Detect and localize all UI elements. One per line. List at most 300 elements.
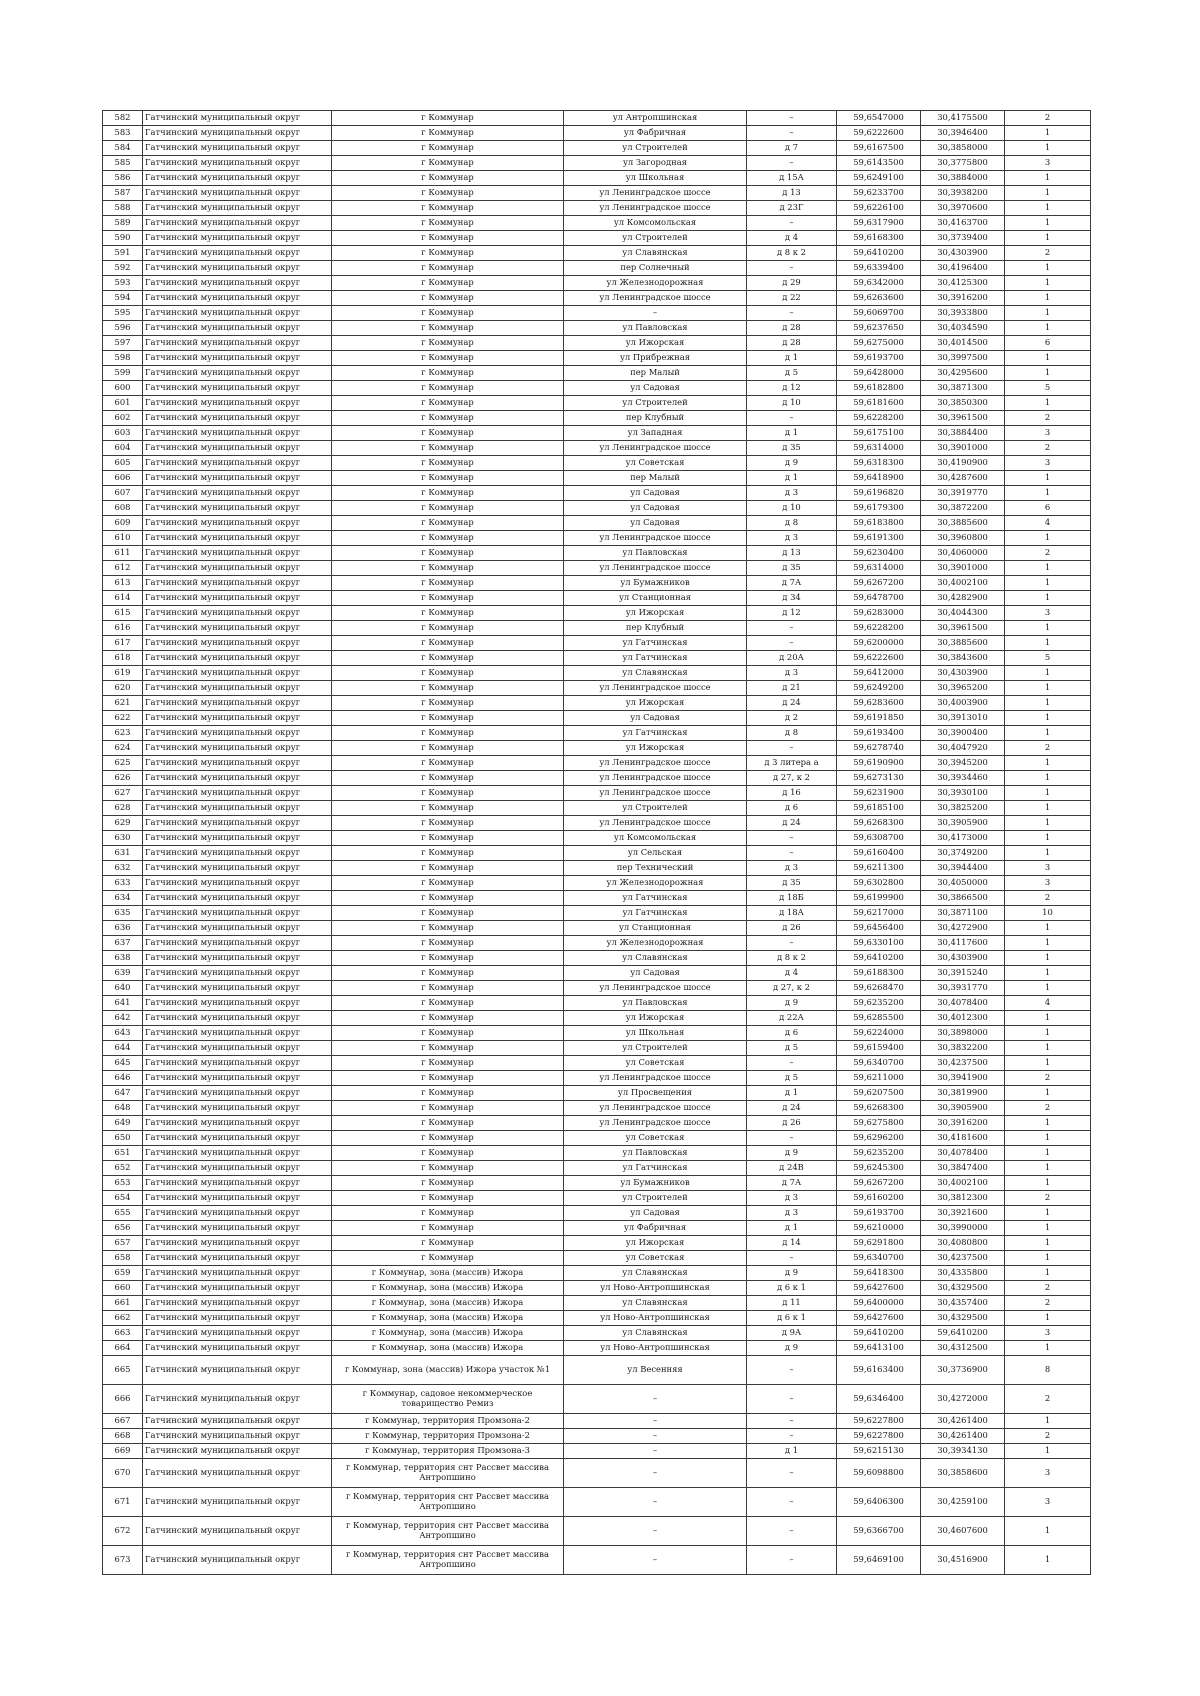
count-cell: 1 — [1005, 1161, 1091, 1176]
latitude-cell: 59,6200000 — [837, 636, 921, 651]
longitude-cell: 30,3819900 — [921, 1086, 1005, 1101]
street-cell: ул Гатчинская — [564, 1161, 747, 1176]
latitude-cell: 59,6182800 — [837, 381, 921, 396]
count-cell: 1 — [1005, 486, 1091, 501]
settlement-cell: г Коммунар — [332, 1146, 564, 1161]
district-cell: Гатчинский муниципальный округ — [143, 216, 332, 231]
count-cell: 1 — [1005, 171, 1091, 186]
house-cell: д 27, к 2 — [747, 981, 837, 996]
district-cell: Гатчинский муниципальный округ — [143, 606, 332, 621]
longitude-cell: 30,3913010 — [921, 711, 1005, 726]
table-row — [103, 1266, 1091, 1281]
district-cell: Гатчинский муниципальный округ — [143, 141, 332, 156]
district-cell: Гатчинский муниципальный округ — [143, 561, 332, 576]
row-number: 603 — [103, 426, 143, 441]
table-row — [103, 501, 1091, 516]
count-cell: 1 — [1005, 1026, 1091, 1041]
row-number: 668 — [103, 1429, 143, 1444]
street-cell: ул Железнодорожная — [564, 876, 747, 891]
settlement-cell: г Коммунар — [332, 231, 564, 246]
house-cell: д 24 — [747, 816, 837, 831]
row-number: 667 — [103, 1414, 143, 1429]
settlement-cell: г Коммунар — [332, 396, 564, 411]
street-cell: ул Строителей — [564, 1041, 747, 1056]
district-cell: Гатчинский муниципальный округ — [143, 201, 332, 216]
count-cell: 1 — [1005, 291, 1091, 306]
row-number: 592 — [103, 261, 143, 276]
count-cell: 2 — [1005, 1296, 1091, 1311]
count-cell: 6 — [1005, 336, 1091, 351]
street-cell: ул Садовая — [564, 966, 747, 981]
longitude-cell: 30,3934130 — [921, 1444, 1005, 1459]
settlement-cell: г Коммунар — [332, 276, 564, 291]
latitude-cell: 59,6427600 — [837, 1281, 921, 1296]
settlement-cell: г Коммунар, зона (массив) Ижора — [332, 1341, 564, 1356]
latitude-cell: 59,6400000 — [837, 1296, 921, 1311]
house-cell: – — [747, 1356, 837, 1385]
district-cell: Гатчинский муниципальный округ — [143, 981, 332, 996]
street-cell: – — [564, 306, 747, 321]
count-cell: 5 — [1005, 381, 1091, 396]
settlement-cell: г Коммунар, зона (массив) Ижора — [332, 1281, 564, 1296]
row-number: 611 — [103, 546, 143, 561]
house-cell: д 22 — [747, 291, 837, 306]
longitude-cell: 30,3885600 — [921, 636, 1005, 651]
house-cell: д 8 к 2 — [747, 246, 837, 261]
longitude-cell: 30,4282900 — [921, 591, 1005, 606]
longitude-cell: 30,3901000 — [921, 441, 1005, 456]
longitude-cell: 30,4047920 — [921, 741, 1005, 756]
street-cell: ул Ижорская — [564, 1236, 747, 1251]
longitude-cell: 30,3944400 — [921, 861, 1005, 876]
settlement-cell: г Коммунар — [332, 426, 564, 441]
latitude-cell: 59,6211000 — [837, 1071, 921, 1086]
street-cell: – — [564, 1459, 747, 1488]
house-cell: д 8 — [747, 726, 837, 741]
longitude-cell: 30,4181600 — [921, 1131, 1005, 1146]
house-cell: д 23Г — [747, 201, 837, 216]
street-cell: – — [564, 1488, 747, 1517]
house-cell: д 5 — [747, 1071, 837, 1086]
latitude-cell: 59,6193700 — [837, 351, 921, 366]
count-cell: 1 — [1005, 771, 1091, 786]
longitude-cell: 30,4044300 — [921, 606, 1005, 621]
count-cell: 3 — [1005, 1326, 1091, 1341]
house-cell: д 1 — [747, 351, 837, 366]
latitude-cell: 59,6235200 — [837, 1146, 921, 1161]
house-cell: д 2 — [747, 711, 837, 726]
house-cell: – — [747, 1488, 837, 1517]
count-cell: 1 — [1005, 696, 1091, 711]
longitude-cell: 30,3739400 — [921, 231, 1005, 246]
row-number: 659 — [103, 1266, 143, 1281]
street-cell: ул Садовая — [564, 381, 747, 396]
count-cell: 1 — [1005, 531, 1091, 546]
district-cell: Гатчинский муниципальный округ — [143, 846, 332, 861]
row-number: 653 — [103, 1176, 143, 1191]
longitude-cell: 30,3736900 — [921, 1356, 1005, 1385]
latitude-cell: 59,6314000 — [837, 441, 921, 456]
table-row — [103, 1326, 1091, 1341]
street-cell: пер Клубный — [564, 411, 747, 426]
row-number: 591 — [103, 246, 143, 261]
latitude-cell: 59,6191300 — [837, 531, 921, 546]
row-number: 583 — [103, 126, 143, 141]
street-cell: ул Строителей — [564, 141, 747, 156]
settlement-cell: г Коммунар — [332, 1041, 564, 1056]
settlement-cell: г Коммунар — [332, 951, 564, 966]
table-row — [103, 291, 1091, 306]
latitude-cell: 59,6340700 — [837, 1251, 921, 1266]
settlement-cell: г Коммунар, садовое некоммерческое товарищество Ремиз — [332, 1385, 564, 1414]
table-row — [103, 426, 1091, 441]
longitude-cell: 30,3945200 — [921, 756, 1005, 771]
district-cell: Гатчинский муниципальный округ — [143, 1056, 332, 1071]
count-cell: 1 — [1005, 786, 1091, 801]
longitude-cell: 30,3930100 — [921, 786, 1005, 801]
settlement-cell: г Коммунар — [332, 366, 564, 381]
district-cell: Гатчинский муниципальный округ — [143, 951, 332, 966]
table-row — [103, 546, 1091, 561]
house-cell: д 11 — [747, 1296, 837, 1311]
settlement-cell: г Коммунар — [332, 186, 564, 201]
street-cell: ул Ленинградское шоссе — [564, 756, 747, 771]
settlement-cell: г Коммунар, территория Промзона-3 — [332, 1444, 564, 1459]
table-row — [103, 246, 1091, 261]
table-row — [103, 1146, 1091, 1161]
settlement-cell: г Коммунар — [332, 786, 564, 801]
row-number: 625 — [103, 756, 143, 771]
latitude-cell: 59,6267200 — [837, 1176, 921, 1191]
table-row — [103, 111, 1091, 126]
row-number: 633 — [103, 876, 143, 891]
settlement-cell: г Коммунар — [332, 201, 564, 216]
latitude-cell: 59,6231900 — [837, 786, 921, 801]
district-cell: Гатчинский муниципальный округ — [143, 1414, 332, 1429]
house-cell: – — [747, 156, 837, 171]
district-cell: Гатчинский муниципальный округ — [143, 771, 332, 786]
longitude-cell: 30,3884000 — [921, 171, 1005, 186]
row-number: 588 — [103, 201, 143, 216]
longitude-cell: 30,3946400 — [921, 126, 1005, 141]
table-row — [103, 141, 1091, 156]
house-cell: д 18А — [747, 906, 837, 921]
latitude-cell: 59,6410200 — [837, 951, 921, 966]
latitude-cell: 59,6427600 — [837, 1311, 921, 1326]
street-cell: ул Славянская — [564, 951, 747, 966]
longitude-cell: 30,4117600 — [921, 936, 1005, 951]
settlement-cell: г Коммунар, зона (массив) Ижора — [332, 1266, 564, 1281]
row-number: 621 — [103, 696, 143, 711]
longitude-cell: 30,3919770 — [921, 486, 1005, 501]
settlement-cell: г Коммунар, зона (массив) Ижора — [332, 1326, 564, 1341]
count-cell: 2 — [1005, 1281, 1091, 1296]
latitude-cell: 59,6275800 — [837, 1116, 921, 1131]
table-row — [103, 726, 1091, 741]
longitude-cell: 30,4295600 — [921, 366, 1005, 381]
latitude-cell: 59,6406300 — [837, 1488, 921, 1517]
latitude-cell: 59,6179300 — [837, 501, 921, 516]
district-cell: Гатчинский муниципальный округ — [143, 1444, 332, 1459]
district-cell: Гатчинский муниципальный округ — [143, 786, 332, 801]
longitude-cell: 30,3884400 — [921, 426, 1005, 441]
longitude-cell: 30,3916200 — [921, 1116, 1005, 1131]
settlement-cell: г Коммунар, зона (массив) Ижора участок №1 — [332, 1356, 564, 1385]
district-cell: Гатчинский муниципальный округ — [143, 1429, 332, 1444]
count-cell: 1 — [1005, 1414, 1091, 1429]
longitude-cell: 30,4190900 — [921, 456, 1005, 471]
latitude-cell: 59,6233700 — [837, 186, 921, 201]
street-cell: ул Ленинградское шоссе — [564, 981, 747, 996]
table-row — [103, 441, 1091, 456]
latitude-cell: 59,6456400 — [837, 921, 921, 936]
latitude-cell: 59,6314000 — [837, 561, 921, 576]
table-row — [103, 876, 1091, 891]
street-cell: ул Советская — [564, 1251, 747, 1266]
longitude-cell: 30,3961500 — [921, 411, 1005, 426]
district-cell: Гатчинский муниципальный округ — [143, 411, 332, 426]
table-row — [103, 321, 1091, 336]
count-cell: 1 — [1005, 636, 1091, 651]
street-cell: ул Ижорская — [564, 741, 747, 756]
house-cell: д 35 — [747, 441, 837, 456]
house-cell: д 4 — [747, 966, 837, 981]
street-cell: ул Бумажников — [564, 576, 747, 591]
latitude-cell: 59,6339400 — [837, 261, 921, 276]
latitude-cell: 59,6547000 — [837, 111, 921, 126]
house-cell: – — [747, 306, 837, 321]
settlement-cell: г Коммунар — [332, 336, 564, 351]
house-cell: д 9 — [747, 1341, 837, 1356]
longitude-cell: 30,3898000 — [921, 1026, 1005, 1041]
row-number: 652 — [103, 1161, 143, 1176]
row-number: 658 — [103, 1251, 143, 1266]
count-cell: 8 — [1005, 1356, 1091, 1385]
longitude-cell: 30,3901000 — [921, 561, 1005, 576]
settlement-cell: г Коммунар — [332, 816, 564, 831]
house-cell: – — [747, 216, 837, 231]
latitude-cell: 59,6296200 — [837, 1131, 921, 1146]
longitude-cell: 30,4303900 — [921, 951, 1005, 966]
longitude-cell: 30,3931770 — [921, 981, 1005, 996]
district-cell: Гатчинский муниципальный округ — [143, 366, 332, 381]
latitude-cell: 59,6330100 — [837, 936, 921, 951]
house-cell: д 10 — [747, 396, 837, 411]
count-cell: 3 — [1005, 876, 1091, 891]
table-row — [103, 411, 1091, 426]
settlement-cell: г Коммунар — [332, 981, 564, 996]
latitude-cell: 59,6268300 — [837, 1101, 921, 1116]
count-cell: 1 — [1005, 276, 1091, 291]
street-cell: ул Просвещения — [564, 1086, 747, 1101]
count-cell: 1 — [1005, 351, 1091, 366]
street-cell: ул Строителей — [564, 396, 747, 411]
street-cell: пер Технический — [564, 861, 747, 876]
count-cell: 1 — [1005, 1444, 1091, 1459]
table-row — [103, 846, 1091, 861]
row-number: 596 — [103, 321, 143, 336]
street-cell: ул Станционная — [564, 591, 747, 606]
table-row — [103, 186, 1091, 201]
district-cell: Гатчинский муниципальный округ — [143, 1191, 332, 1206]
house-cell: д 1 — [747, 1221, 837, 1236]
district-cell: Гатчинский муниципальный округ — [143, 546, 332, 561]
district-cell: Гатчинский муниципальный округ — [143, 1026, 332, 1041]
street-cell: – — [564, 1414, 747, 1429]
house-cell: – — [747, 111, 837, 126]
house-cell: д 13 — [747, 186, 837, 201]
house-cell: д 6 — [747, 801, 837, 816]
settlement-cell: г Коммунар — [332, 636, 564, 651]
district-cell: Гатчинский муниципальный округ — [143, 441, 332, 456]
longitude-cell: 30,3825200 — [921, 801, 1005, 816]
latitude-cell: 59,6222600 — [837, 126, 921, 141]
street-cell: ул Павловская — [564, 996, 747, 1011]
row-number: 598 — [103, 351, 143, 366]
district-cell: Гатчинский муниципальный округ — [143, 621, 332, 636]
district-cell: Гатчинский муниципальный округ — [143, 1459, 332, 1488]
longitude-cell: 30,3832200 — [921, 1041, 1005, 1056]
count-cell: 1 — [1005, 711, 1091, 726]
table-row — [103, 591, 1091, 606]
table-row — [103, 1176, 1091, 1191]
house-cell: – — [747, 261, 837, 276]
longitude-cell: 30,4196400 — [921, 261, 1005, 276]
district-cell: Гатчинский муниципальный округ — [143, 1281, 332, 1296]
district-cell: Гатчинский муниципальный округ — [143, 1311, 332, 1326]
count-cell: 1 — [1005, 846, 1091, 861]
table-row — [103, 1546, 1091, 1575]
district-cell: Гатчинский муниципальный округ — [143, 831, 332, 846]
street-cell: ул Ново-Антропшинская — [564, 1281, 747, 1296]
longitude-cell: 30,3775800 — [921, 156, 1005, 171]
settlement-cell: г Коммунар, зона (массив) Ижора — [332, 1311, 564, 1326]
longitude-cell: 30,4261400 — [921, 1414, 1005, 1429]
settlement-cell: г Коммунар — [332, 771, 564, 786]
count-cell: 2 — [1005, 741, 1091, 756]
row-number: 665 — [103, 1356, 143, 1385]
row-number: 669 — [103, 1444, 143, 1459]
street-cell: ул Ижорская — [564, 606, 747, 621]
settlement-cell: г Коммунар — [332, 591, 564, 606]
row-number: 647 — [103, 1086, 143, 1101]
street-cell: ул Ленинградское шоссе — [564, 201, 747, 216]
latitude-cell: 59,6267200 — [837, 576, 921, 591]
longitude-cell: 30,3866500 — [921, 891, 1005, 906]
street-cell: ул Антропшинская — [564, 111, 747, 126]
house-cell: д 6 — [747, 1026, 837, 1041]
house-cell: д 24 — [747, 696, 837, 711]
settlement-cell: г Коммунар, территория Промзона-2 — [332, 1429, 564, 1444]
district-cell: Гатчинский муниципальный округ — [143, 261, 332, 276]
longitude-cell: 30,3961500 — [921, 621, 1005, 636]
longitude-cell: 30,4060000 — [921, 546, 1005, 561]
latitude-cell: 59,6245300 — [837, 1161, 921, 1176]
settlement-cell: г Коммунар — [332, 561, 564, 576]
table-row — [103, 216, 1091, 231]
longitude-cell: 30,4607600 — [921, 1517, 1005, 1546]
row-number: 590 — [103, 231, 143, 246]
settlement-cell: г Коммунар — [332, 531, 564, 546]
count-cell: 2 — [1005, 1429, 1091, 1444]
table-row — [103, 801, 1091, 816]
row-number: 641 — [103, 996, 143, 1011]
table-row — [103, 516, 1091, 531]
house-cell: – — [747, 1056, 837, 1071]
street-cell: ул Строителей — [564, 801, 747, 816]
table-row — [103, 486, 1091, 501]
house-cell: – — [747, 1429, 837, 1444]
house-cell: – — [747, 846, 837, 861]
settlement-cell: г Коммунар — [332, 861, 564, 876]
table-row — [103, 1161, 1091, 1176]
house-cell: д 29 — [747, 276, 837, 291]
table-row — [103, 171, 1091, 186]
district-cell: Гатчинский муниципальный округ — [143, 1517, 332, 1546]
district-cell: Гатчинский муниципальный округ — [143, 1161, 332, 1176]
row-number: 642 — [103, 1011, 143, 1026]
latitude-cell: 59,6235200 — [837, 996, 921, 1011]
row-number: 601 — [103, 396, 143, 411]
row-number: 662 — [103, 1311, 143, 1326]
row-number: 640 — [103, 981, 143, 996]
count-cell: 1 — [1005, 936, 1091, 951]
row-number: 637 — [103, 936, 143, 951]
latitude-cell: 59,6317900 — [837, 216, 921, 231]
house-cell: – — [747, 1251, 837, 1266]
row-number: 609 — [103, 516, 143, 531]
district-cell: Гатчинский муниципальный округ — [143, 1385, 332, 1414]
count-cell: 1 — [1005, 1546, 1091, 1575]
district-cell: Гатчинский муниципальный округ — [143, 306, 332, 321]
latitude-cell: 59,6160200 — [837, 1191, 921, 1206]
settlement-cell: г Коммунар — [332, 996, 564, 1011]
settlement-cell: г Коммунар — [332, 171, 564, 186]
settlement-cell: г Коммунар — [332, 261, 564, 276]
row-number: 626 — [103, 771, 143, 786]
table-row — [103, 1517, 1091, 1546]
table-row — [103, 1071, 1091, 1086]
latitude-cell: 59,6175100 — [837, 426, 921, 441]
latitude-cell: 59,6167500 — [837, 141, 921, 156]
latitude-cell: 59,6191850 — [837, 711, 921, 726]
count-cell: 3 — [1005, 1459, 1091, 1488]
settlement-cell: г Коммунар — [332, 456, 564, 471]
row-number: 673 — [103, 1546, 143, 1575]
house-cell: д 3 — [747, 531, 837, 546]
street-cell: – — [564, 1429, 747, 1444]
street-cell: ул Сельская — [564, 846, 747, 861]
count-cell: 1 — [1005, 231, 1091, 246]
district-cell: Гатчинский муниципальный округ — [143, 741, 332, 756]
district-cell: Гатчинский муниципальный округ — [143, 1041, 332, 1056]
house-cell: д 9 — [747, 1266, 837, 1281]
count-cell: 3 — [1005, 1488, 1091, 1517]
house-cell: д 1 — [747, 471, 837, 486]
street-cell: ул Ижорская — [564, 696, 747, 711]
settlement-cell: г Коммунар — [332, 471, 564, 486]
table-body — [103, 111, 1091, 1575]
street-cell: ул Славянская — [564, 1266, 747, 1281]
district-cell: Гатчинский муниципальный округ — [143, 246, 332, 261]
row-number: 606 — [103, 471, 143, 486]
latitude-cell: 59,6340700 — [837, 1056, 921, 1071]
street-cell: ул Западная — [564, 426, 747, 441]
count-cell: 4 — [1005, 996, 1091, 1011]
table-row — [103, 1251, 1091, 1266]
table-row — [103, 1311, 1091, 1326]
house-cell: – — [747, 621, 837, 636]
